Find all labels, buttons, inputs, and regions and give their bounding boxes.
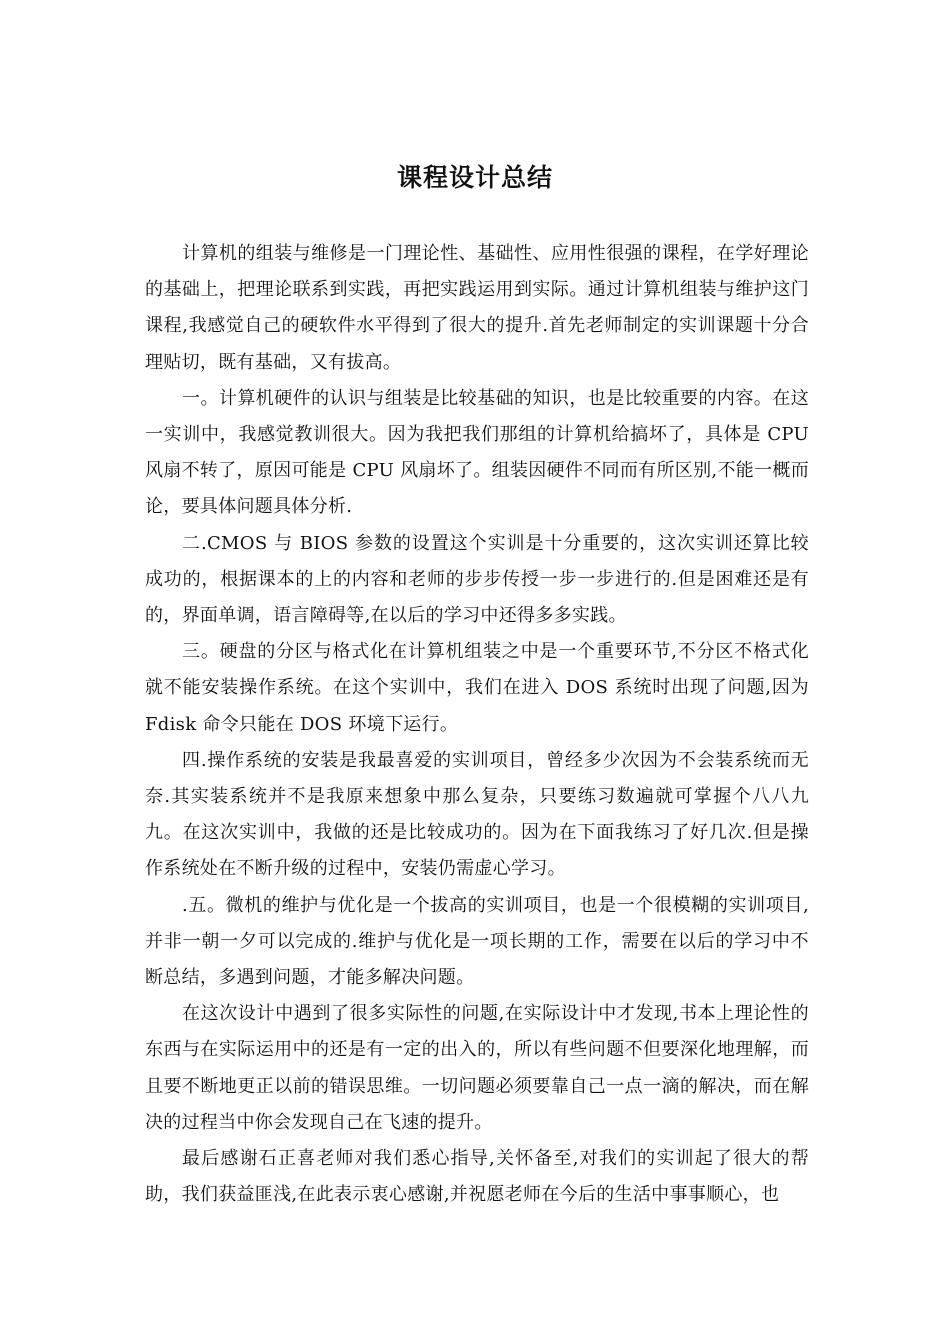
paragraph-hardware-assembly: 一。计算机硬件的认识与组装是比较基础的知识，也是比较重要的内容。在这一实训中，我感觉教训很大。因为我把我们那组的计算机给搞坏了，具体是 CPU 风扇不转了，原因可能是 CPU 风扇坏了。组装因硬件不同而有所区别,不能一概而论，要具体问题具体分析.: [145, 387, 809, 518]
document-title: 课程设计总结: [396, 163, 553, 192]
paragraph-maintenance: .五。微机的维护与优化是一个拔高的实训项目，也是一个很模糊的实训项目,并非一朝一夕可以完成的.维护与优化是一项长期的工作，需要在以后的学习中不断总结，多遇到问题，才能多解决问题。: [145, 894, 809, 989]
paragraph-os-install: 四.操作系统的安装是我最喜爱的实训项目，曾经多少次因为不会装系统而无奈.其实装系统并不是我原来想象中那么复杂，只要练习数遍就可掌握个八八九九。在这次实训中，我做的还是比较成功的。因为在下面我练习了好几次.但是操作系统处在不断升级的过程中，安装仍需虚心学习。: [145, 749, 809, 880]
document-body: [145, 236, 809, 1213]
paragraph-acknowledgement: 最后感谢石正喜老师对我们悉心指导,关怀备至,对我们的实训起了很大的帮助，我们获益匪浅,在此表示衷心感谢,并祝愿老师在今后的生活中事事顺心，也: [145, 1148, 809, 1206]
paragraph-disk-partition: 三。硬盘的分区与格式化在计算机组装之中是一个重要环节,不分区不格式化就不能安装操作系统。在这个实训中，我们在进入 DOS 系统时出现了问题,因为 Fdisk 命令只能在 DOS 环境下运行。: [145, 641, 809, 735]
paragraph-reflection: 在这次设计中遇到了很多实际性的问题,在实际设计中才发现,书本上理论性的东西与在实际运用中的还是有一定的出入的，所以有些问题不但要深化地理解，而且要不断地更正以前的错误思维。一切问题必须要靠自己一点一滴的解决，而在解决的过程当中你会发现自己在飞速的提升。: [145, 1003, 809, 1133]
paragraph-cmos-bios: 二.CMOS 与 BIOS 参数的设置这个实训是十分重要的，这次实训还算比较成功的，根据课本的上的内容和老师的步步传授一步一步进行的.但是困难还是有的，界面单调，语言障碍等,在以后的学习中还得多多实践。: [145, 532, 809, 627]
paragraph-intro: 计算机的组装与维修是一门理论性、基础性、应用性很强的课程，在学好理论的基础上，把理论联系到实践，再把实践运用到实际。通过计算机组装与维护这门课程,我感觉自己的硬软件水平得到了很大的提升.首先老师制定的实训课题十分合理贴切，既有基础，又有拔高。: [145, 243, 809, 373]
